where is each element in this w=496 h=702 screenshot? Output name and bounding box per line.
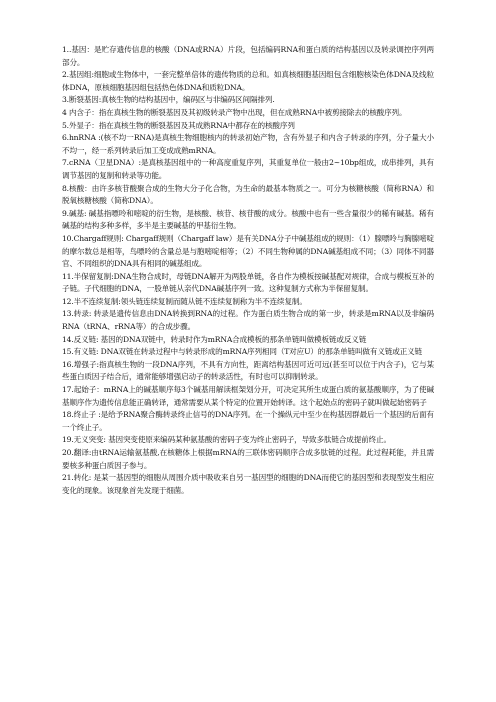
entry-nonsense-mutation: 19.无义突变: 基因突变使原来编码某种氨基酸的密码子变为终止密码子，导致多肽链合成提前终止。: [62, 435, 391, 445]
entry-semiconservative-replication: 11.半保留复制:DNA生物合成时，母链DNA解开为两股单链，各自作为模板按碱基配对规律，合成与模板互补的子链。子代细胞的DNA，一股单链从亲代DNA碱基序列一致。这种复制方式称为半保留复制。: [62, 271, 434, 294]
entry-intron: 4 内含子：指在真核生物的断裂基因及其初级转录产物中出现，但在成熟RNA中被剪接除去的核酸序列。: [62, 107, 407, 117]
entry-antisense-strand: 14.反义链: 基因的DNA双链中，转录时作为mRNA合成模板的那条单链叫做模板链或反义链: [62, 334, 367, 344]
entry-hnrna: 6.hnRNA :(核不均一RNA)是真核生物细胞核内的转录初始产物，含有外显子和内含子转录的序列，分子量大小不均一，经一系列转录后加工变成成熟mRNA。: [62, 133, 434, 155]
entry-nucleic-acid: 8.核酸：由许多核苷酸聚合成的生物大分子化合物，为生命的最基本物质之一。可分为核糖核酸（简称RNA）和脱氧核糖核酸（简称DNA）。: [62, 183, 434, 206]
entry-split-gene: 3.断裂基因:真核生物的结构基因中，编码区与非编码区间隔排列.: [62, 95, 275, 105]
entry-terminator: 18.终止子 :是给予RNA聚合酶转录终止信号的DNA序列。在一个操纵元中至少在构基因群最后一个基因的后面有一个终止子。: [62, 410, 434, 432]
entry-satellite-dna: 7.cRNA（卫星DNA）:是真核基因组中的一种高度重复序列，其重复单位一般由2~10bp组成，成串排列，具有调节基因的复制和转录等功能。: [62, 158, 434, 180]
entry-transcription: 13.转录: 转录是遗传信息由DNA转换到RNA的过程。作为蛋白质生物合成的第一步，转录是mRNA以及非编码RNA（tRNA、rRNA等）的合成步骤。: [62, 309, 434, 332]
entry-base: 9.碱基: 碱基指嘌呤和嘧啶的衍生物，是核酸、核苷、核苷酸的成分。核酸中也有一些含量很少的稀有碱基。稀有碱基的结构多种多样，多半是主要碱基的甲基衍生物。: [62, 208, 434, 231]
entry-chargaff-rule: 10.Chargaff规则: Chargaff规则（Chargaff law）是有关DNA分子中碱基组成的规则：（1）腺嘌呤与胸腺嘧啶的摩尔数总是相等，鸟嘌呤的含量总是与胞嘧啶相等；（2）不同生物种属的DNA碱基组成不同；（3）同体不同器官、不同组织的DNA具有相同的碱基组成。: [62, 233, 434, 269]
entry-exon: 5.外显子：指在真核生物的断裂基因及其成熟RNA中都存在的核酸序列: [62, 120, 295, 130]
entry-genome: 2.基因组:细胞或生物体中，一套完整单倍体的遗传物质的总和。如真核细胞基因组包含细胞核染色体DNA及线粒体DNA，原核细胞基因组包括热色体DNA和质粒DNA。: [62, 70, 434, 92]
entry-gene: 1..基因：是贮存遗传信息的核酸（DNA或RNA）片段，包括编码RNA和蛋白质的结构基因以及转录调控序列两部分。: [62, 45, 434, 67]
entry-transformation: 21.转化: 是某一基因型的细胞从周围介质中吸收来自另一基因型的细胞的DNA而使它的基因型和表现型发生相应变化的现象。该现象首先发现于细菌。: [62, 473, 434, 495]
entry-semidiscontinuous-replication: 12.半不连续复制:领头链连续复制而随从链不连续复制称为半不连续复制。: [62, 296, 307, 306]
document-body: [62, 44, 434, 497]
entry-initiator: 17.起始子：mRNA上的碱基顺序每3个碱基用解读框架划分开，可决定其所生成蛋白质的氨基酸顺序，为了使碱基顺序作为遗传信息能正确转译，通常需要从某个特定的位置开始转译。这个起始点的密码子就叫做起始密码子: [62, 385, 434, 407]
entry-sense-strand: 15.有义链: DNA双链在转录过程中与转录形成的mRNA序列相同（T对应U）的那条单链叫做有义链或正义链: [62, 347, 422, 357]
entry-enhancer: 16.增强子:指真核生物的一段DNA序列，不具有方向性，距离结构基因可近可远(甚至可以位于内含子)，它与某些蛋白质因子结合后，通常能够增强启动子的转录活性，有时也可以抑制转录。: [62, 359, 434, 382]
entry-translation: 20.翻译:由tRNA运输氨基酸,在核糖体上根据mRNA的三联体密码顺序合成多肽链的过程。此过程耗能，并且需要核多种蛋白质因子参与。: [62, 448, 434, 470]
